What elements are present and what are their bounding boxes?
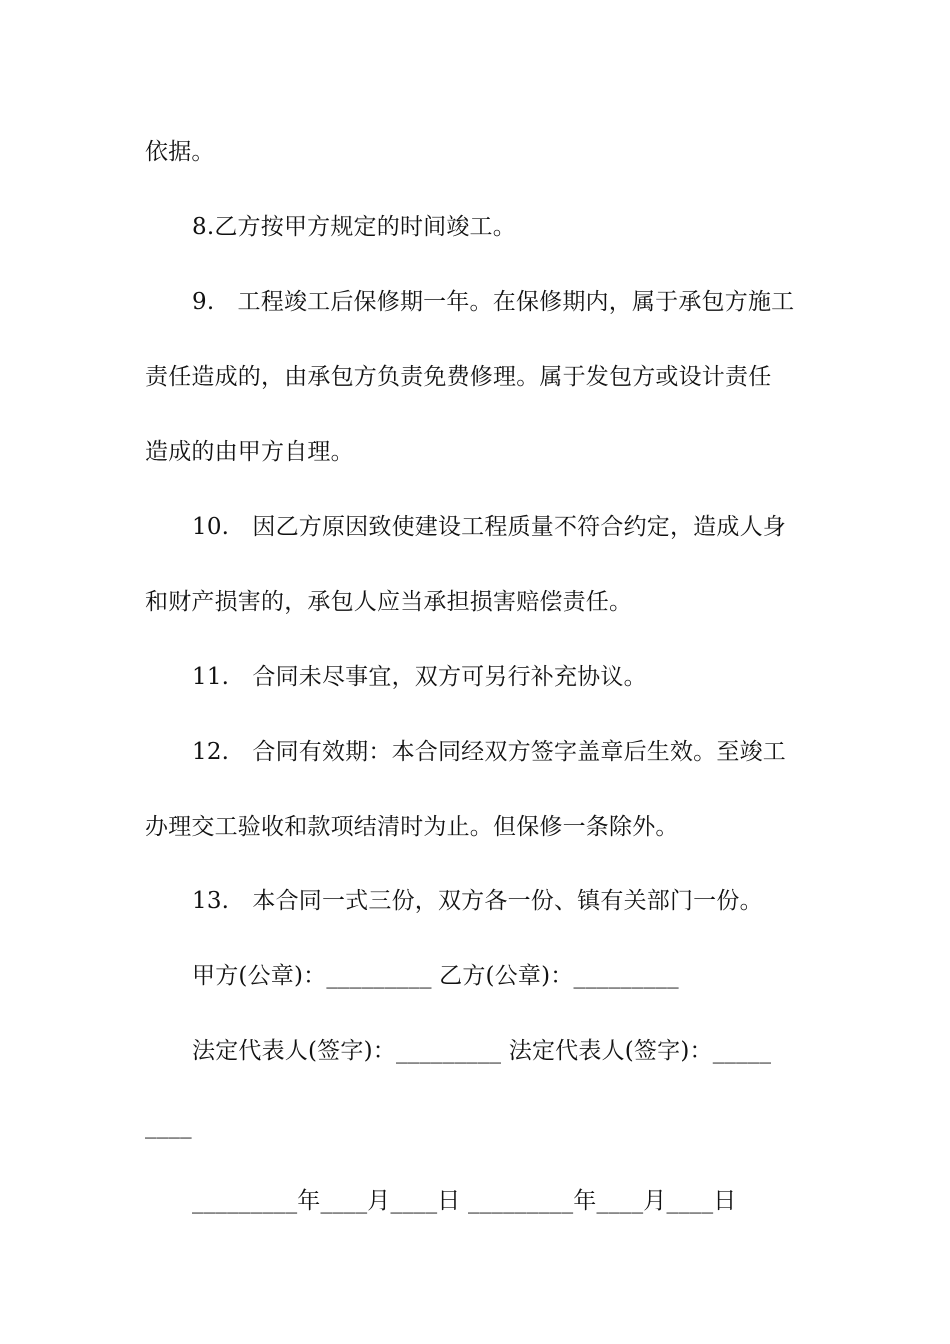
clause-9-line-2: 责任造成的，由承包方负责免费修理。属于发包方或设计责任 xyxy=(145,364,772,390)
clause-8: 8.乙方按甲方规定的时间竣工。 xyxy=(192,214,516,240)
clause-9-line-3: 造成的由甲方自理。 xyxy=(145,439,354,465)
date-line: _________年____月____日 _________年____月____日 xyxy=(192,1188,737,1214)
legal-representatives-line: 法定代表人(签字)：_________ 法定代表人(签字)：_____ xyxy=(192,1038,772,1064)
clause-12: 12. 合同有效期：本合同经双方签字盖章后生效。至竣工 xyxy=(192,739,786,765)
signature-blank-continuation: ____ xyxy=(145,1113,192,1139)
clause-10: 10. 因乙方原因致使建设工程质量不符合约定，造成人身 xyxy=(192,514,786,540)
clause-10-line-2: 和财产损害的，承包人应当承担损害赔偿责任。 xyxy=(145,589,633,615)
clause-12-line-2: 办理交工验收和款项结清时为止。但保修一条除外。 xyxy=(145,814,679,840)
clause-9: 9. 工程竣工后保修期一年。在保修期内，属于承包方施工 xyxy=(192,289,795,315)
paragraph-line: 依据。 xyxy=(145,139,215,165)
party-seals-line: 甲方(公章)：_________ 乙方(公章)：_________ xyxy=(192,963,679,989)
clause-13: 13. 本合同一式三份，双方各一份、镇有关部门一份。 xyxy=(192,888,763,914)
clause-11: 11. 合同未尽事宜，双方可另行补充协议。 xyxy=(192,664,647,690)
